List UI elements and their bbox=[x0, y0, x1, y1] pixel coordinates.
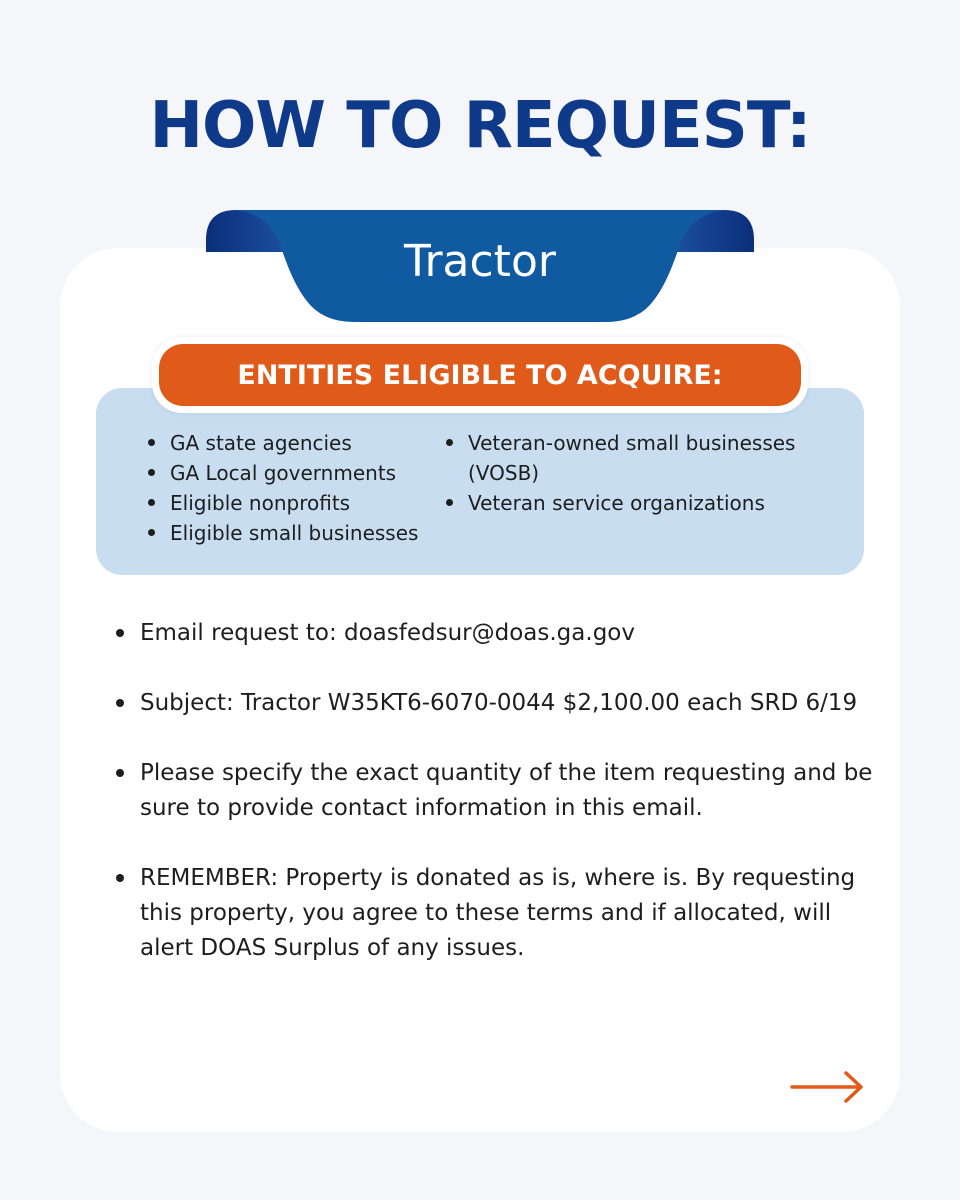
instruction-subject: Subject: Tractor W35KT6-6070-0044 $2,100.00 each SRD 6/19 bbox=[114, 686, 874, 721]
instructions-list bbox=[114, 616, 874, 1001]
eligible-header-text: ENTITIES ELIGIBLE TO ACQUIRE: bbox=[237, 359, 723, 391]
arrow-right-icon[interactable] bbox=[790, 1068, 866, 1106]
list-item: Eligible nonprofits bbox=[146, 488, 446, 518]
eligible-header-badge bbox=[152, 337, 808, 413]
list-item: Eligible small businesses bbox=[146, 518, 446, 548]
list-item: Veteran-owned small businesses (VOSB) bbox=[444, 428, 844, 488]
instruction-email: Email request to: doasfedsur@doas.ga.gov bbox=[114, 616, 874, 651]
instruction-quantity: Please specify the exact quantity of the item requesting and be sure to provide contact information in this email. bbox=[114, 756, 874, 826]
list-item: GA Local governments bbox=[146, 458, 446, 488]
eligible-header-pill bbox=[159, 344, 801, 406]
eligible-list-left bbox=[146, 428, 446, 548]
list-item: Veteran service organizations bbox=[444, 488, 844, 518]
item-name: Tractor bbox=[404, 236, 556, 287]
page-title: HOW TO REQUEST: bbox=[149, 89, 811, 163]
list-item: GA state agencies bbox=[146, 428, 446, 458]
instruction-remember: REMEMBER: Property is donated as is, where is. By requesting this property, you agree to these terms and if allocated, will alert DOAS Surplus of any issues. bbox=[114, 861, 874, 966]
eligible-list-right bbox=[444, 428, 844, 518]
